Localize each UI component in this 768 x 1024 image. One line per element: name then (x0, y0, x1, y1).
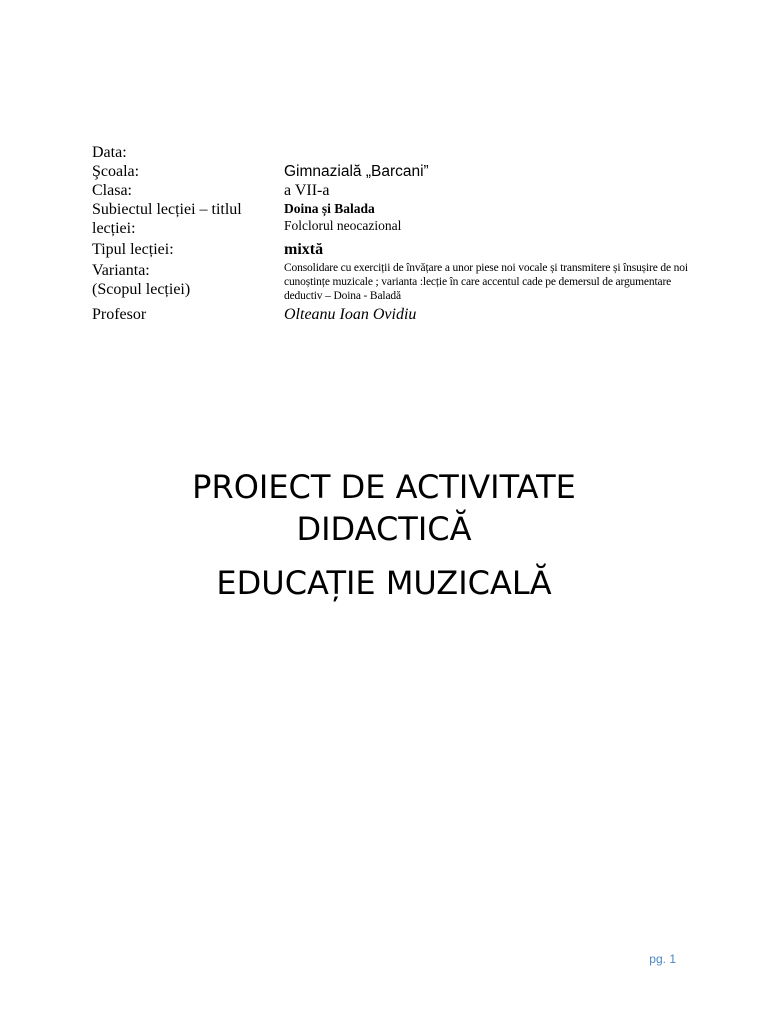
subiect-value-line1: Doina și Balada (284, 201, 375, 216)
subiect-value-line2: Folclorul neocazional (284, 218, 402, 233)
title-line-1: PROIECT DE ACTIVITATE (192, 468, 576, 506)
tipul-value: mixtă (284, 241, 324, 258)
varianta-label-line1: Varianta: (92, 262, 150, 279)
scoala-value: Gimnazială „Barcani” (284, 163, 429, 180)
page-number: pg. 1 (649, 952, 676, 966)
row-profesor (92, 305, 692, 324)
row-subiect (92, 200, 692, 238)
row-clasa (92, 181, 692, 200)
subiect-label-line1: Subiectul lecției – titlul (92, 201, 242, 218)
title-line-2: DIDACTICĂ (296, 510, 472, 548)
lesson-info-table (92, 143, 692, 324)
tipul-label: Tipul lecției: (92, 241, 174, 258)
subiect-value (284, 200, 692, 234)
profesor-label: Profesor (92, 306, 147, 323)
row-varianta (92, 259, 692, 303)
varianta-value: Consolidare cu exerciții de învățare a unor piese noi vocale și transmitere și însușire de noi cunoștințe muzicale ; varianta :lecție în care accentul cade pe demersul de argumentare deductiv – Doina - Baladă (284, 262, 688, 302)
clasa-value: a VII-a (284, 182, 330, 199)
profesor-value: Olteanu Ioan Ovidiu (284, 306, 417, 323)
subiect-label (92, 200, 284, 238)
subiect-label-line2: lecției: (92, 220, 136, 237)
varianta-label (92, 259, 284, 299)
scoala-label: Şcoala: (92, 163, 140, 180)
row-data (92, 143, 692, 162)
clasa-label: Clasa: (92, 182, 132, 199)
data-label: Data: (92, 144, 127, 161)
varianta-label-line2: (Scopul lecției) (92, 281, 191, 298)
title-line-3: EDUCAȚIE MUZICALĂ (216, 564, 552, 602)
row-tipul (92, 240, 692, 259)
row-scoala (92, 162, 692, 181)
